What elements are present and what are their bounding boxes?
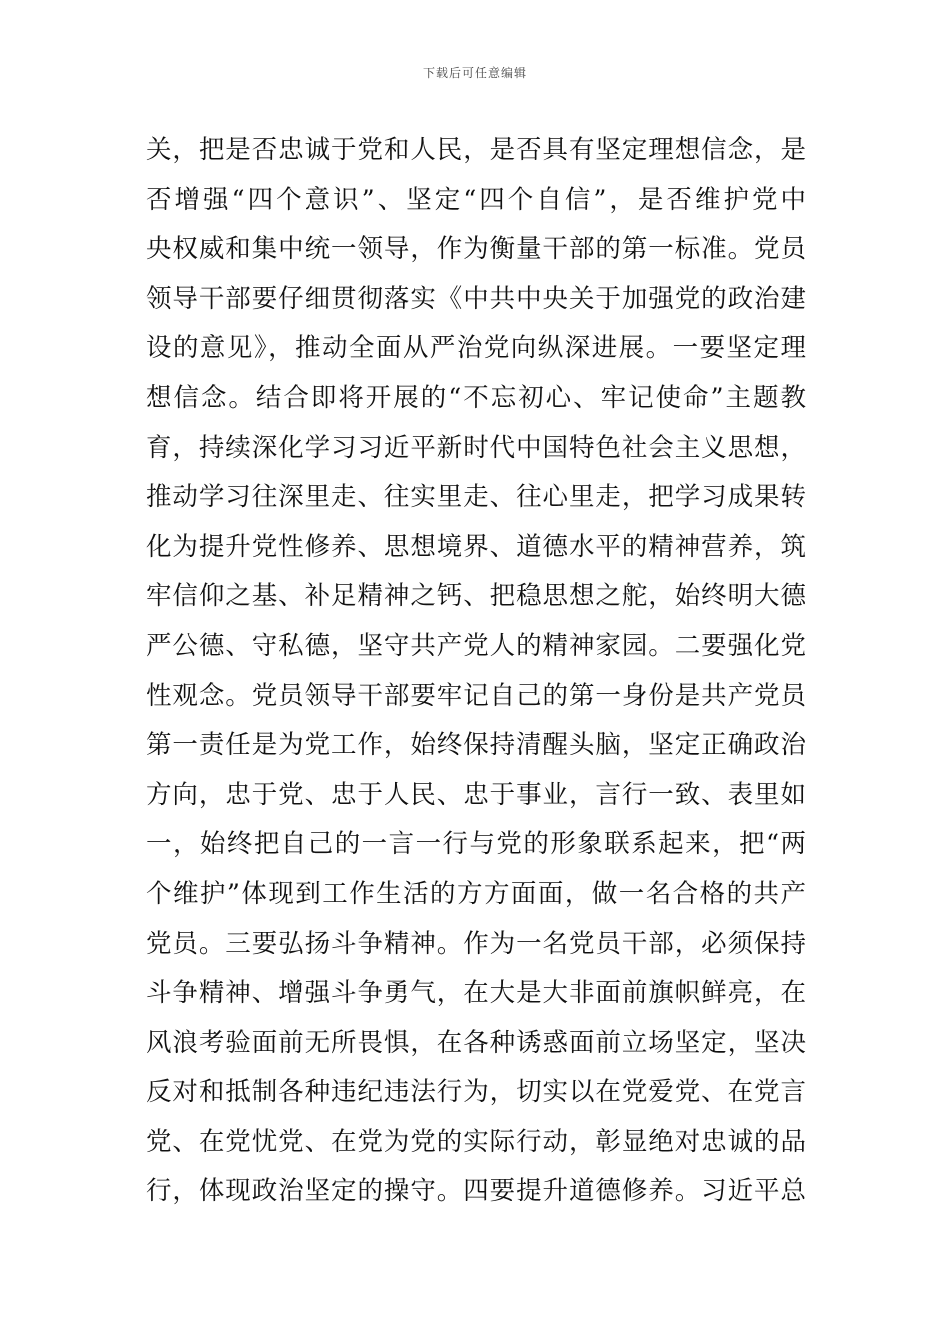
text-line: 关，把是否忠诚于党和人民，是否具有坚定理想信念，是	[146, 135, 806, 165]
text-line: 牢信仰之基、补足精神之钙、把稳思想之舵，始终明大德	[146, 581, 806, 612]
text-line: 第一责任是为党工作，始终保持清醒头脑，坚定正确政治	[146, 730, 806, 761]
text-line: 性观念。党员领导干部要牢记自己的第一身份是共产党员	[146, 680, 806, 711]
text-line: 方向，忠于党、忠于人民、忠于事业，言行一致、表里如	[146, 779, 806, 810]
text-line: 行，体现政治坚定的操守。四要提升道德修养。习近平总	[146, 1176, 806, 1207]
text-line: 严公德、守私德，坚守共产党人的精神家园。二要强化党	[146, 630, 806, 661]
text-line: 个维护”体现到工作生活的方方面面，做一名合格的共产	[146, 878, 806, 909]
text-line: 风浪考验面前无所畏惧，在各种诱惑面前立场坚定，坚决	[146, 1027, 806, 1058]
document-body	[146, 126, 806, 1217]
text-line: 化为提升党性修养、思想境界、道德水平的精神营养，筑	[146, 531, 806, 562]
text-line: 否增强“四个意识”、坚定“四个自信”，是否维护党中	[146, 184, 806, 215]
text-line: 育，持续深化学习习近平新时代中国特色社会主义思想，	[146, 432, 806, 463]
text-line: 想信念。结合即将开展的“不忘初心、牢记使命”主题教	[146, 382, 806, 413]
text-line: 领导干部要仔细贯彻落实《中共中央关于加强党的政治建	[146, 283, 806, 314]
text-line: 斗争精神、增强斗争勇气，在大是大非面前旗帜鲜亮，在	[146, 978, 806, 1009]
text-line: 推动学习往深里走、往实里走、往心里走，把学习成果转	[146, 482, 806, 513]
text-line: 党、在党忧党、在党为党的实际行动，彰显绝对忠诚的品	[146, 1126, 806, 1157]
text-line: 央权威和集中统一领导，作为衡量干部的第一标准。党员	[146, 234, 806, 265]
text-line: 党员。三要弘扬斗争精神。作为一名党员干部，必须保持	[146, 928, 806, 959]
page-header: 下载后可任意编辑	[422, 66, 527, 80]
text-line: 设的意见》，推动全面从严治党向纵深进展。一要坚定理	[146, 333, 806, 364]
text-line: 一，始终把自己的一言一行与党的形象联系起来，把“两	[146, 829, 806, 860]
text-line: 反对和抵制各种违纪违法行为，切实以在党爱党、在党言	[146, 1077, 806, 1108]
